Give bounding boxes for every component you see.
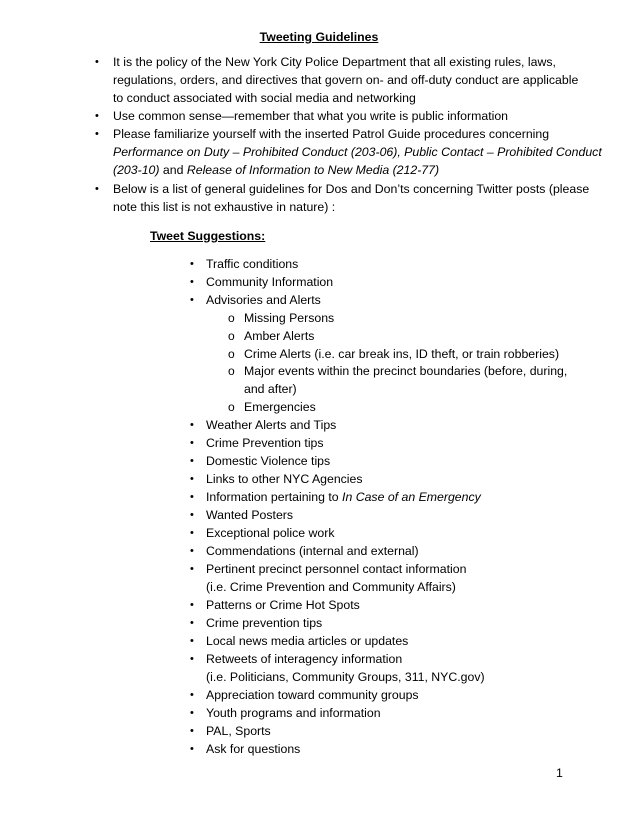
sub-list-item-text: Crime Alerts (i.e. car break ins, ID theft, or train robberies) <box>244 347 560 361</box>
list-item-text: Crime prevention tips <box>206 616 323 630</box>
list-item-text: Retweets of interagency information <box>206 652 403 666</box>
circle-bullet-icon: o <box>228 364 235 378</box>
bullet-icon: • <box>190 455 194 467</box>
list-item-text: Domestic Violence tips <box>206 454 331 468</box>
page-title: Tweeting Guidelines <box>259 30 379 44</box>
bullet-icon: • <box>190 491 194 503</box>
bullet-text <box>113 161 578 179</box>
italic-reference: (203-10) <box>113 163 160 177</box>
list-item-text: Weather Alerts and Tips <box>206 418 337 432</box>
list-item-text: Patterns or Crime Hot Spots <box>206 598 360 612</box>
bullet-text: Please familiarize yourself with the inserted Patrol Guide procedures concerning <box>113 127 550 141</box>
bullet-text: regulations, orders, and directives that govern on- and off-duty conduct are applicable <box>113 73 579 87</box>
bullet-icon: • <box>190 437 194 449</box>
italic-reference: Release of Information to New Media (212-77) <box>186 163 440 177</box>
italic-reference: In Case of an Emergency <box>342 490 481 504</box>
bullet-text <box>113 143 602 161</box>
sub-list-item-text: Amber Alerts <box>244 329 315 343</box>
bullet-icon: • <box>190 294 194 306</box>
bullet-text: note this list is not exhaustive in nature) : <box>113 200 336 214</box>
bullet-icon: • <box>190 617 194 629</box>
list-item-text: Crime Prevention tips <box>206 436 324 450</box>
italic-reference: Performance on Duty – Prohibited Conduct (203-06), Public Contact – Prohibited Conduct <box>113 145 602 159</box>
bullet-icon: • <box>190 527 194 539</box>
bullet-icon: • <box>190 258 194 270</box>
circle-bullet-icon: o <box>228 311 235 325</box>
bullet-icon: • <box>95 110 99 122</box>
list-item-text: Exceptional police work <box>206 526 335 540</box>
circle-bullet-icon: o <box>228 329 235 343</box>
bullet-icon: • <box>95 183 99 195</box>
list-item-text: Advisories and Alerts <box>206 293 321 307</box>
list-item-text: Pertinent precinct personnel contact information <box>206 562 467 576</box>
bullet-icon: • <box>190 419 194 431</box>
bullet-icon: • <box>190 743 194 755</box>
list-item-text: (i.e. Crime Prevention and Community Affairs) <box>206 580 456 594</box>
bullet-icon: • <box>190 707 194 719</box>
sub-list-item-text: Emergencies <box>244 400 316 414</box>
bullet-icon: • <box>190 545 194 557</box>
bullet-icon: • <box>95 128 99 140</box>
list-item-text: Appreciation toward community groups <box>206 688 419 702</box>
bullet-icon: • <box>190 653 194 665</box>
list-item-text: Local news media articles or updates <box>206 634 409 648</box>
bullet-icon: • <box>190 725 194 737</box>
bullet-icon: • <box>190 563 194 575</box>
bullet-icon: • <box>190 509 194 521</box>
list-item-text: Commendations (internal and external) <box>206 544 419 558</box>
bullet-text: Below is a list of general guidelines for Dos and Don’ts concerning Twitter posts (please <box>113 182 590 196</box>
bullet-text: Use common sense—remember that what you write is public information <box>113 109 509 123</box>
bullet-icon: • <box>190 635 194 647</box>
circle-bullet-icon: o <box>228 347 235 361</box>
bullet-text: to conduct associated with social media and networking <box>113 91 416 105</box>
bullet-icon: • <box>190 276 194 288</box>
circle-bullet-icon: o <box>228 400 235 414</box>
bullet-icon: • <box>190 473 194 485</box>
list-item-text: Links to other NYC Agencies <box>206 472 363 486</box>
list-item-text: Community Information <box>206 275 334 289</box>
list-item-text: Wanted Posters <box>206 508 294 522</box>
list-item-text: PAL, Sports <box>206 724 271 738</box>
bullet-icon: • <box>95 56 99 68</box>
suggestions-heading: Tweet Suggestions: <box>150 229 266 243</box>
list-item-text: Traffic conditions <box>206 257 299 271</box>
sub-list-item-text: and after) <box>244 382 297 396</box>
list-item-text: (i.e. Politicians, Community Groups, 311, NYC.gov) <box>206 670 485 684</box>
list-item-text <box>206 488 586 506</box>
sub-list-item-text: Major events within the precinct boundaries (before, during, <box>244 364 568 378</box>
page-number: 1 <box>556 766 563 780</box>
bullet-icon: • <box>190 689 194 701</box>
bullet-icon: • <box>190 599 194 611</box>
list-item-text: Ask for questions <box>206 742 301 756</box>
and-text: and <box>159 163 187 177</box>
info-text: Information pertaining to <box>206 490 343 504</box>
list-item-text: Youth programs and information <box>206 706 381 720</box>
bullet-text: It is the policy of the New York City Police Department that all existing rules, laws, <box>113 55 556 69</box>
sub-list-item-text: Missing Persons <box>244 311 335 325</box>
